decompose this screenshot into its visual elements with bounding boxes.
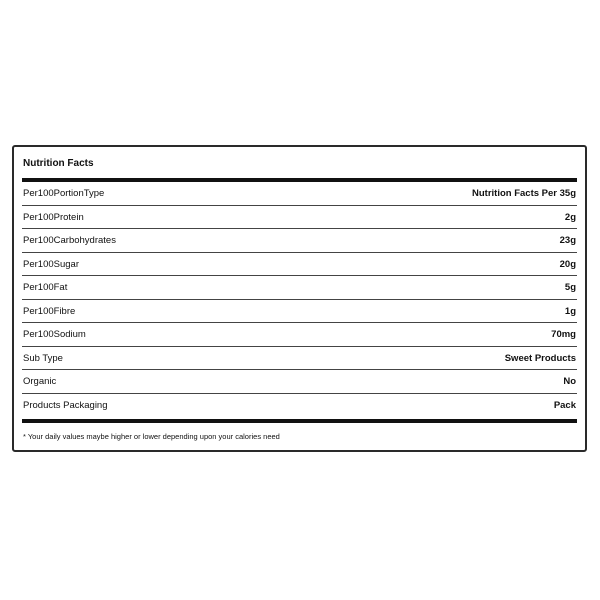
row-value-carbohydrates: 23g bbox=[559, 235, 576, 246]
row-value-sodium: 70mg bbox=[551, 329, 576, 340]
row-value-fibre: 1g bbox=[564, 305, 576, 317]
table-row bbox=[22, 253, 577, 277]
row-value-packaging: Pack bbox=[553, 399, 576, 411]
table-row bbox=[22, 370, 577, 394]
row-label-fat: Per100Fat bbox=[23, 282, 68, 293]
row-label-protein: Per100Protein bbox=[23, 211, 84, 223]
table-row bbox=[22, 276, 577, 300]
table-row bbox=[22, 182, 577, 206]
row-value-organic: No bbox=[563, 376, 576, 387]
row-value-fat: 5g bbox=[564, 282, 576, 293]
nutrition-table bbox=[22, 182, 577, 417]
row-label-sub-type: Sub Type bbox=[23, 352, 63, 364]
table-row bbox=[22, 229, 577, 253]
row-label-fibre: Per100Fibre bbox=[23, 305, 76, 317]
table-row bbox=[22, 206, 577, 230]
nutrition-facts-title: Nutrition Facts bbox=[23, 158, 94, 169]
daily-values-footnote: * Your daily values maybe higher or lower depending upon your calories need bbox=[23, 432, 280, 441]
table-row bbox=[22, 394, 577, 418]
nutrition-facts-panel bbox=[12, 145, 587, 452]
bottom-divider bbox=[22, 419, 577, 423]
table-row bbox=[22, 347, 577, 371]
row-label-packaging: Products Packaging bbox=[23, 399, 108, 411]
row-value-sugar: 20g bbox=[559, 258, 576, 270]
row-label-sugar: Per100Sugar bbox=[23, 258, 79, 270]
row-value-portion-type: Nutrition Facts Per 35g bbox=[472, 188, 576, 199]
row-value-protein: 2g bbox=[564, 211, 576, 223]
row-value-sub-type: Sweet Products bbox=[504, 352, 576, 364]
table-row bbox=[22, 300, 577, 324]
row-label-portion-type: Per100PortionType bbox=[23, 188, 105, 199]
row-label-carbohydrates: Per100Carbohydrates bbox=[23, 235, 116, 246]
table-row bbox=[22, 323, 577, 347]
row-label-organic: Organic bbox=[23, 376, 57, 387]
row-label-sodium: Per100Sodium bbox=[23, 329, 86, 340]
